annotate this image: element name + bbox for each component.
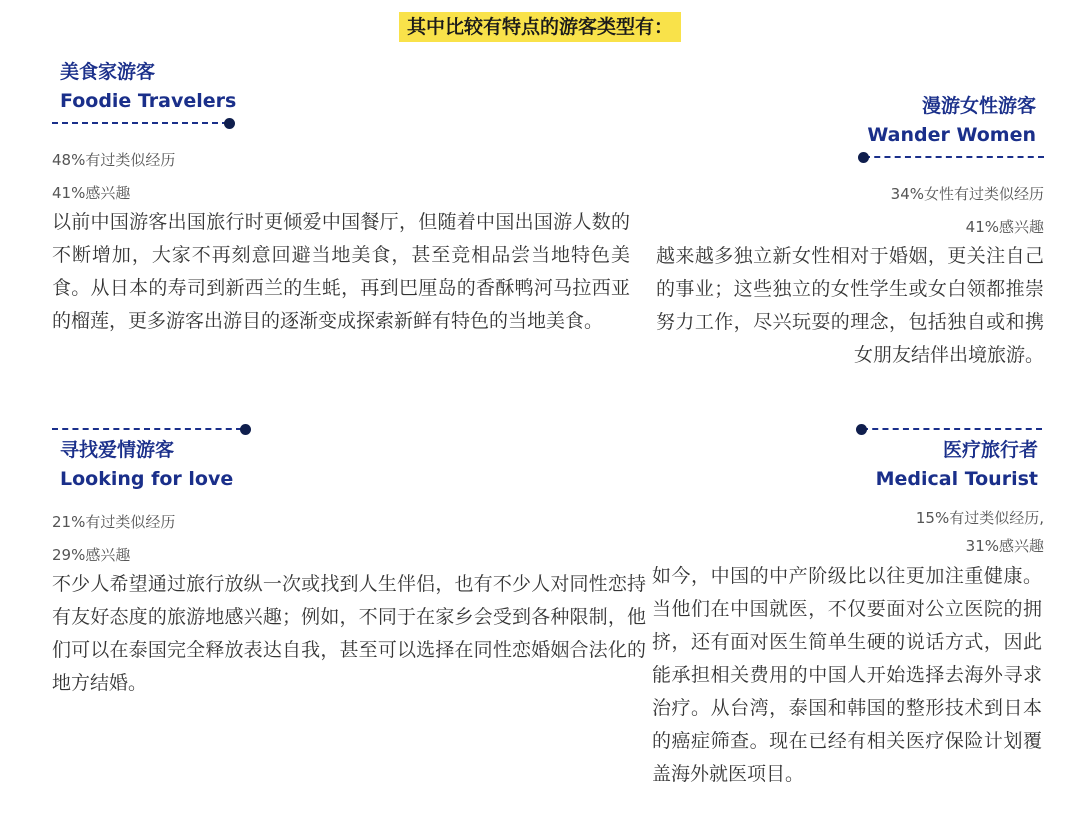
foodie-body: 以前中国游客出国旅行时更倾爱中国餐厅，但随着中国出国游人数的不断增加，大家不再刻意回避当地美食，甚至竞相品尝当地特色美食。从日本的寿司到新西兰的生蚝，再到巴厘岛的香酥鸭河马拉西亚的榴莲，更多游客出游目的逐渐变成探索新鲜有特色的当地美食。 xyxy=(52,211,630,332)
divider-dot xyxy=(240,424,251,435)
section-wander xyxy=(656,92,1044,372)
foodie-stat-interested: 41%感兴趣 xyxy=(52,184,131,202)
foodie-stat-experienced: 48%有过类似经历 xyxy=(52,151,176,169)
section-medical xyxy=(652,424,1044,791)
medical-divider xyxy=(856,424,1042,434)
medical-body: 如今，中国的中产阶级比以往更加注重健康。当他们在中国就医，不仅要面对公立医院的拥挤，还有面对医生简单生硬的说话方式，因此能承担相关费用的中国人开始选择去海外寻求治疗。从台湾，泰国和韩国的整形技术到日本的癌症筛查。现在已经有相关医疗保险计划覆盖海外就医项目。 xyxy=(652,565,1042,785)
wander-divider xyxy=(858,152,1044,162)
medical-stat-experienced: 15%有过类似经历, xyxy=(915,509,1044,527)
love-stat-experienced: 21%有过类似经历 xyxy=(52,513,176,531)
foodie-title-en: Foodie Travelers xyxy=(60,90,237,112)
love-title-cn: 寻找爱情游客 xyxy=(60,439,175,461)
medical-title-en: Medical Tourist xyxy=(875,468,1038,490)
divider-dash xyxy=(864,156,1044,158)
medical-stat-interested: 31%感兴趣 xyxy=(965,537,1044,555)
foodie-title-cn: 美食家游客 xyxy=(60,61,156,83)
section-foodie xyxy=(52,58,632,338)
wander-stat-interested: 41%感兴趣 xyxy=(965,218,1044,236)
medical-title-cn: 医疗旅行者 xyxy=(942,439,1038,461)
love-title-en: Looking for love xyxy=(60,468,234,490)
foodie-divider xyxy=(52,118,242,128)
wander-title-en: Wander Women xyxy=(867,124,1036,146)
divider-dash xyxy=(862,428,1042,430)
love-divider xyxy=(52,424,252,434)
divider-dot xyxy=(224,118,235,129)
divider-dot xyxy=(856,424,867,435)
divider-dash xyxy=(52,122,228,124)
page-heading: 其中比较有特点的游客类型有： xyxy=(399,12,681,42)
love-stat-interested: 29%感兴趣 xyxy=(52,546,131,564)
section-love xyxy=(52,424,652,700)
wander-body: 越来越多独立新女性相对于婚姻，更关注自己的事业；这些独立的女性学生或女白领都推崇努力工作，尽兴玩耍的理念，包括独自或和携女朋友结伴出境旅游。 xyxy=(656,245,1044,366)
divider-dot xyxy=(858,152,869,163)
love-body: 不少人希望通过旅行放纵一次或找到人生伴侣，也有不少人对同性恋持有友好态度的旅游地感兴趣；例如，不同于在家乡会受到各种限制，他们可以在泰国完全释放表达自我，甚至可以选择在同性恋婚姻合法化的地方结婚。 xyxy=(52,573,646,694)
page-heading-wrap xyxy=(0,12,1080,42)
wander-stat-experienced: 34%女性有过类似经历 xyxy=(890,185,1044,203)
divider-dash xyxy=(52,428,242,430)
wander-title-cn: 漫游女性游客 xyxy=(921,95,1036,117)
